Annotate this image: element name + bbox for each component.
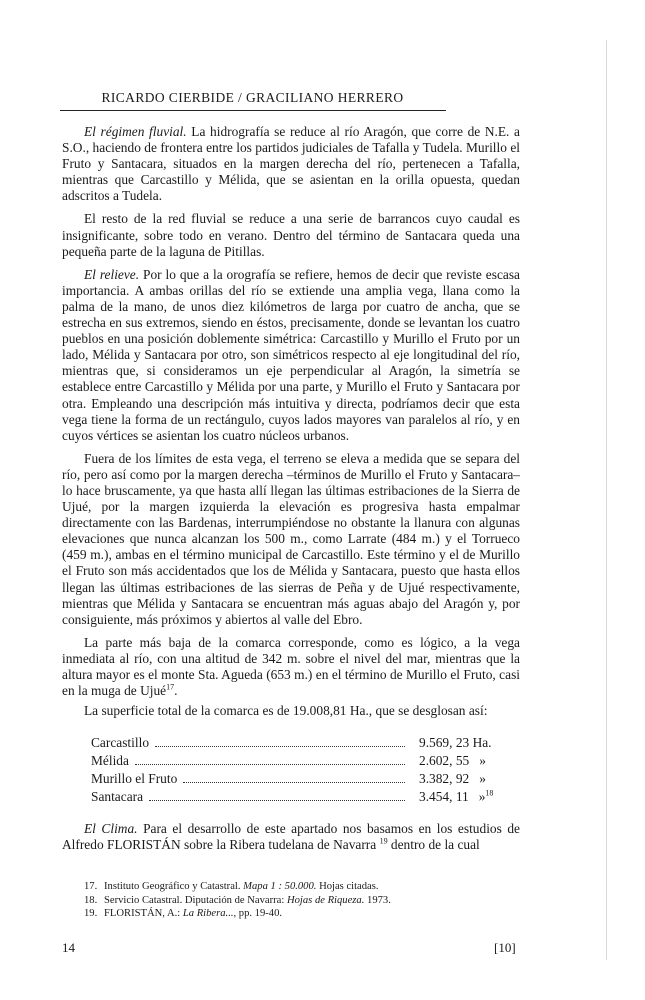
ditto-mark: » <box>479 753 486 769</box>
footnotes <box>84 880 504 921</box>
area-name: Murillo el Fruto <box>91 771 178 787</box>
area-value: 3.454, 11 »$^{18}$ <box>419 788 494 805</box>
area-name: Carcastillo <box>91 735 150 751</box>
area-name: Mélida <box>91 753 129 769</box>
footnote-number: 18. <box>84 894 98 906</box>
page-edge-line <box>606 40 607 960</box>
area-row <box>91 753 531 771</box>
area-value: 2.602, 55 » <box>419 753 486 769</box>
paragraph-relieve <box>62 267 520 444</box>
running-header: RICARDO CIERBIDE / GRACILIANO HERRERO <box>101 90 404 105</box>
footnote-19: 19. FLORISTÁN, A.: La Ribera..., pp. 19-40. <box>84 908 283 920</box>
area-row <box>91 771 531 789</box>
section-page-number: [10] <box>494 940 516 955</box>
paragraph-regimen-fluvial <box>62 124 520 204</box>
ditto-mark: » <box>479 771 486 787</box>
area-list <box>91 735 531 807</box>
area-value: 9.569, 23 Ha. <box>419 735 492 751</box>
footnote-17: 17. Instituto Geográfico y Catastral. Mapa 1 : 50.000. Hojas citadas. <box>84 881 379 892</box>
area-name: Santacara <box>91 789 144 805</box>
body-text <box>62 124 520 860</box>
section-lead-clima: El Clima. <box>84 821 138 837</box>
footnote-18: 18. Servicio Catastral. Diputación de Navarra: Hojas de Riqueza. 1973. <box>84 894 391 906</box>
paragraph-text: La parte más baja de la comarca corresponde, como es lógico, a la vega inmediata al río, con una altitud de 342 m. sobre el nivel del mar, mientras que la altura mayor es el monte Sta. Agueda (653 m.) en el término de Murillo el Fruto, casi en la muga de Ujué <box>62 634 520 699</box>
area-value: 3.382, 92 » <box>419 771 486 787</box>
paragraph-red-fluvial: El resto de la red fluvial se reduce a una serie de barrancos cuyo caudal es insignificante, sobre todo en verano. Dentro del término de Santacara queda una pequeña parte de la laguna de Pitillas. <box>62 211 520 259</box>
footnote-number: 17. <box>84 881 98 892</box>
paragraph-parte-baja <box>62 635 520 699</box>
header-rule <box>60 110 446 111</box>
paragraph-end: dentro de la cual <box>387 837 480 853</box>
paragraph-superficie: La superficie total de la comarca es de 19.008,81 Ha., que se desglosan así: <box>84 703 488 719</box>
dot-leader <box>149 799 405 801</box>
paragraph-clima <box>62 821 520 853</box>
dot-leader <box>155 745 405 747</box>
section-lead-regimen-fluvial: El régimen fluvial. <box>84 124 187 139</box>
paragraph-text: La hidrografía se reduce al río Aragón, que corre de N.E. a S.O., haciendo de frontera entre los partidos judiciales de Tafalla y Tudela. Murillo el Fruto y Santacara, situados en la margen derecha del río, pertenecen a Tafalla, mientras que Carcastillo y Mélida, que se asientan en la orilla opuesta, quedan adscritos a Tudela. <box>62 124 520 204</box>
area-row <box>91 789 531 807</box>
page-number: 14 <box>62 940 75 955</box>
dot-leader <box>135 763 405 765</box>
footnote-ref-17: 17 <box>166 682 175 692</box>
footnote-ref-18: 18 <box>485 788 494 798</box>
footnote-number: 19. <box>84 908 98 920</box>
dot-leader <box>183 781 405 783</box>
ditto-mark: » <box>478 789 486 805</box>
paragraph-text: Por lo que a la orografía se refiere, hemos de decir que reviste escasa importancia. A ambas orillas del río se extiende una amplia vega, llana como la palma de la mano, de unos diez kilómetros de larga por cuatro de ancha, que se estrecha en sus extremos, siendo en éstos, precisamente, donde se levantan los cuatro pueblos en una posición doblemente simétrica: Carcastillo y Murillo el Fruto por un lado, Mélida y Santacara por otro, son simétricos respecto al eje longitudinal del río, mientras que, si consideramos un eje perpendicular al Aragón, la simetría se establece entre Carcastillo y Mélida por una parte, y Murillo el Fruto y Santacara por otra. Empleando una descripción más intuitiva y directa, podríamos decir que esta vega tiene la forma de un rectángulo, cuyos lados mayores van paralelos al río, y en cuyos vértices se asientan los cuatro núcleos urbanos. <box>62 266 520 443</box>
paragraph-end: . <box>174 683 178 699</box>
section-lead-relieve: El relieve. <box>84 266 140 282</box>
area-row <box>91 735 531 753</box>
paragraph-text: Para el desarrollo de este apartado nos basamos en los estudios de Alfredo FLORISTÁN sobre la Ribera tudelana de Navarra <box>62 821 520 853</box>
footnote-ref-19: 19 <box>379 836 388 846</box>
paragraph-limites-vega: Fuera de los límites de esta vega, el terreno se eleva a medida que se separa del río, pero así como por la margen derecha –términos de Murillo el Fruto y Santacara– lo hace bruscamente, ya que hasta allí llegan las últimas estribaciones de la Sierra de Ujué, por la margen izquierda la elevación es progresiva hasta empalmar directamente con las Bardenas, interrumpiéndose no obstante la llanura con algunas elevaciones que nunca alcanzan los 500 m., como Larrate (484 m.) y el Torrueco (459 m.), ambas en el término municipal de Carcastillo. Este término y el de Murillo el Fruto son más accidentados que los de Mélida y Santacara, puesto que hasta ellos llegan las últimas estribaciones de las sierras de Peña y de Ujué respectivamente, mientras que Mélida y Santacara se encuentran más aguas abajo del Aragón y, por consiguiente, más próximos y abiertos al valle del Ebro. <box>62 450 520 627</box>
